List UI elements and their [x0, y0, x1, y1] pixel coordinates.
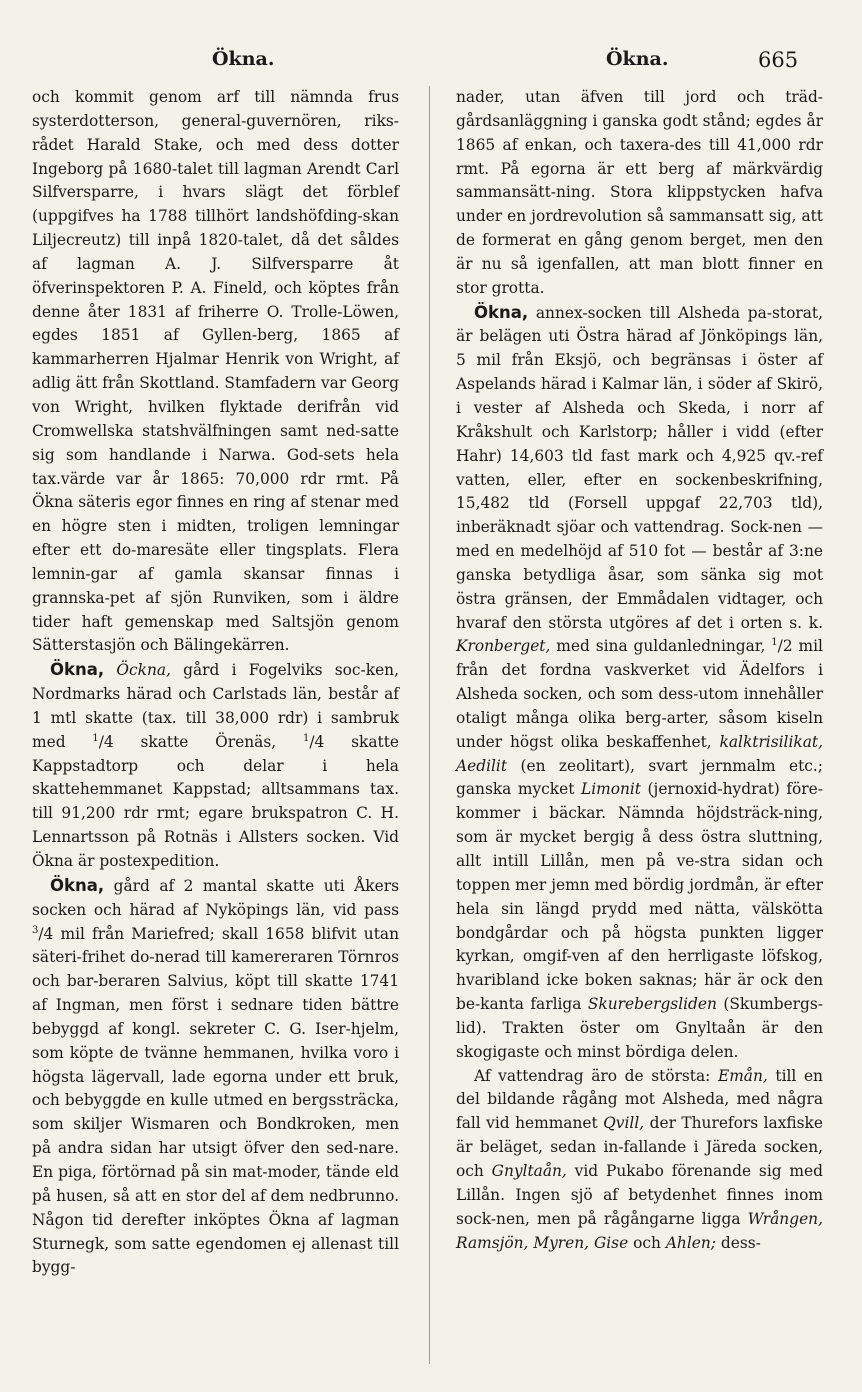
paragraph-vattendrag: Af vattendrag äro de största: Emån, till en del bildande rågång mot Alsheda, med några fall vid hemmanet Qvill, der Thurefors laxfiske är beläget, sedan in-fallande i Järeda socken, och Gnyltaån, vid Pukabo förenande sig med Lillån. Ingen sjö af betydenhet finnes inom sock-nen, men på rågångarne ligga Wrången, Ramsjön, Myren, Gise och Ahlen; dess-: [456, 1066, 823, 1252]
right-column: [456, 86, 823, 1255]
left-header-word: Ökna.: [212, 48, 275, 70]
left-column: [32, 86, 399, 1280]
page-number: 665: [758, 48, 799, 72]
entry-headword: Ökna,: [50, 875, 105, 895]
entry-okna-socken: Ökna, annex-socken till Alsheda pa-storat, är belägen uti Östra härad af Jönköpings län, 5 mil från Eksjö, och begränsas i öster af Aspelands härad i Kalmar län, i söder af Skirö, i vester af Alsheda och Skeda, i norr af Kråkshult och Karlstorp; håller i vidd (efter Hahr) 14,603 tld fast mark och 4,925 qv.-ref vatten, eller, efter en sockenbeskrifning, 15,482 tld (Forsell uppgaf 22,703 tld), inberäknadt sjöar och vattendrag. Sock-nen — med en medelhöjd af 510 fot — består af 3:ne ganska betydliga åsar, som sänka sig mot östra gränsen, der Emmådalen vidtager, och hvaraf den största utgöres af det i orten s. k. Kronberget, med sina guldanledningar, $^1$/2 mil från det fordna vaskverket vid Ädelfors i Alsheda socken, och som dess-utom innehåller otaligt många olika berg-arter, såsom kiseln under högst olika beskaffenhet, kalktrisilikat, Aedilit (en zeolitart), svart jernmalm etc.; ganska mycket Limonit (jernoxid-hydrat) före-kommer i bäckar. Nämnda höjdsträck-ning, som är mycket bergig å dess östra sluttning, allt intill Lillån, men på ve-stra sidan och toppen mer jemn med bördig jordmån, är efter hela sin längd prydd med nätta, välskötta bondgårdar och på högsta punkten ligger kyrkan, omgif-ven af den herrligaste löfskog, hvaribland icke boken saknas; här är ock den be-kanta farliga Skurebergsliden (Skumbergs-lid). Trakten öster om Gnyltaån är den skogigaste och minst bördiga delen.: [456, 302, 823, 1061]
running-header: [0, 48, 862, 78]
entry-headword: Ökna,: [474, 302, 529, 322]
entry-okna-aker: Ökna, gård af 2 mantal skatte uti Åkers socken och härad af Nyköpings län, vid pass $^3$/4 mil från Mariefred; skall 1658 blifvit utan säteri-frihet do-nerad till kamereraren Törnros och bar-beraren Salvius, köpt till skatte 1741 af Ingman, men först i sednare tiden bättre bebyggd af kongl. sekreter C. G. Iser-hjelm, som köpte de tvänne hemmanen, hvilka voro i högsta lägervall, lade egorna under ett bruk, och bebyggde en kulle utmed en bergssträcka, som skiljer Wismaren och Bondkroken, men på andra sidan har utsigt öfver den sed-nare. En piga, förtörnad på sin mat-moder, tände eld på husen, så att en stor del af dem nedbrunno. Någon tid derefter inköptes Ökna af lagman Sturnegk, som satte egendomen ej allenast till bygg-: [32, 875, 399, 1277]
entry-okna-fogelvik: Ökna, Öckna, gård i Fogelviks soc-ken, Nordmarks härad och Carlstads län, består af 1 mtl skatte (tax. till 38,000 rdr) i sambruk med $^1$/4 skatte Örenäs, $^1$/4 skatte Kappstadtorp och delar i hela skattehemmanet Kappstad; alltsammans tax. till 91,200 rdr rmt; egare brukspatron C. H. Lennartsson på Rotnäs i Allsters socken. Vid Ökna är postexpedition.: [32, 660, 399, 870]
continued-paragraph: och kommit genom arf till nämnda frus systerdotterson, general-guvernören, riks-rådet Harald Stake, och med dess dotter Ingeborg på 1680-talet till lagman Arendt Carl Silfversparre, i hvars slägt det förblef (uppgifves ha 1788 tillhört landshöfding-skan Liljecreutz) till inpå 1820-talet, då det såldes af lagman A. J. Silfversparre åt öfverinspektoren P. A. Fineld, och köptes från denne åter 1831 af friherre O. Trolle-Löwen, egdes 1851 af Gyllen-berg, 1865 af kammarherren Hjalmar Henrik von Wright, af adlig ätt från Skottland. Stamfadern var Georg von Wright, hvilken flyktade derifrån vid Cromwellska statshvälfningen samt ned-satte sig som handlande i Narwa. God-sets hela tax.värde var år 1865: 70,000 rdr rmt. På Ökna säteris egor finnes en ring af stenar med en högre sten i midten, troligen lemningar efter ett do-maresäte eller tingsplats. Flera lemnin-gar af gamla skansar finnas i grannska-pet af sjön Runviken, som i äldre tider haft gemenskap med Saltsjön genom Sätterstasjön och Bälingekärren.: [32, 88, 399, 655]
column-divider: [429, 86, 430, 1364]
continued-paragraph: nader, utan äfven till jord och träd-gårdsanläggning i ganska godt stånd; egdes år 1865 af enkan, och taxera-des till 41,000 rdr rmt. På egorna är ett berg af märkvärdig sammansätt-ning. Stora klippstycken hafva under en jordrevolution så sammansatt sig, att de formerat en gång genom berget, men den är nu så igenfallen, att man blott finner en stor grotta.: [456, 88, 823, 297]
right-header-word: Ökna.: [606, 48, 669, 70]
entry-headword: Ökna,: [50, 660, 105, 680]
